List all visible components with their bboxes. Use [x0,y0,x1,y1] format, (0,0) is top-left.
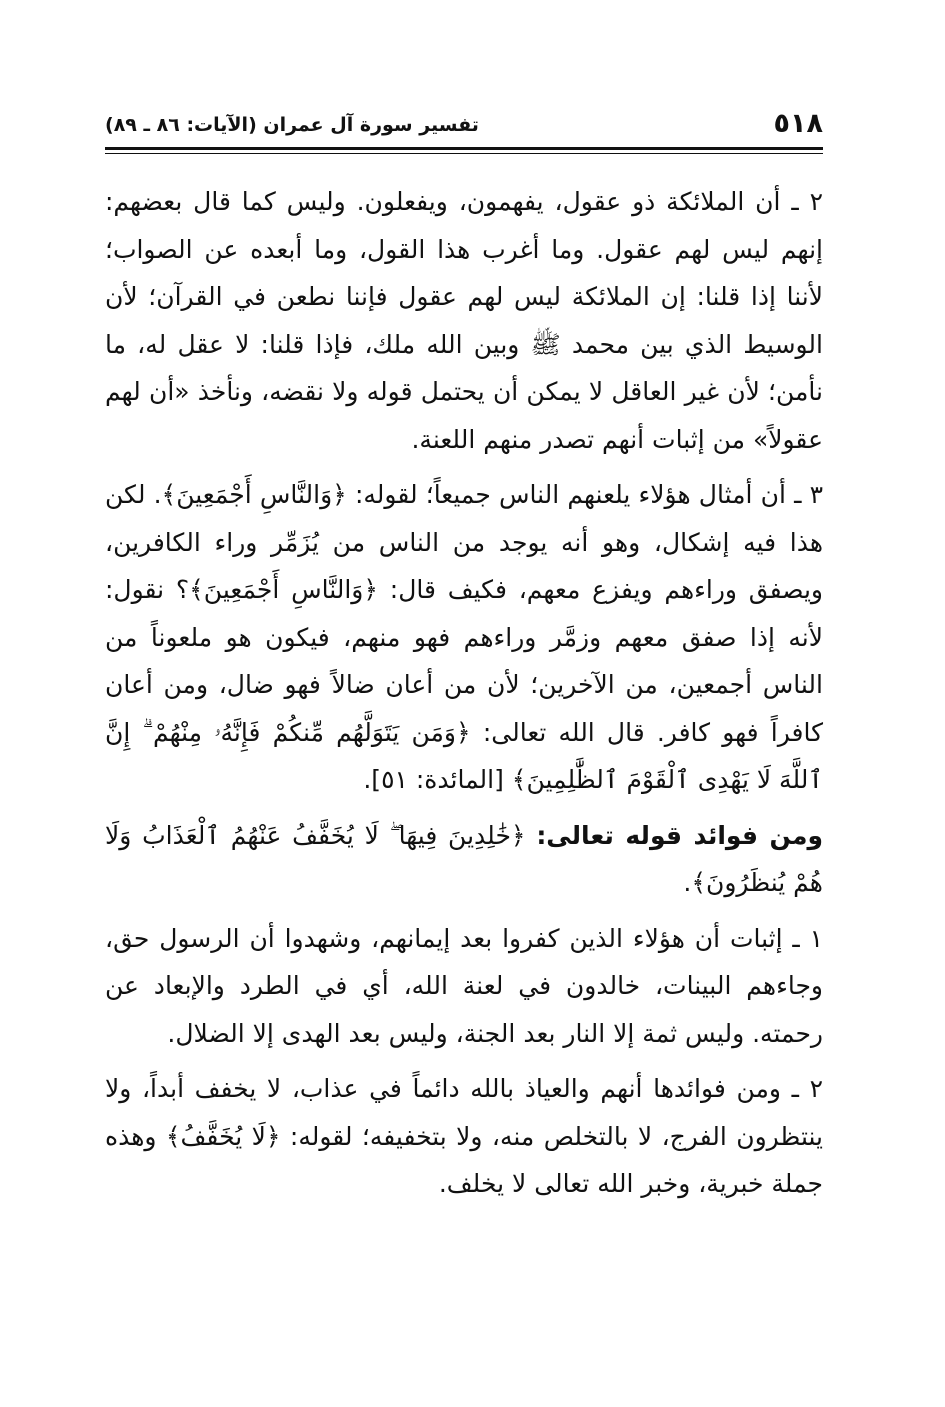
benefits-heading-lead: ومن فوائد قوله تعالى: [536,820,823,850]
page-body [105,178,823,1208]
paragraph-4: ١ ـ إثبات أن هؤلاء الذين كفروا بعد إيمانهم، وشهدوا أن الرسول حق، وجاءهم البينات، خالدون في لعنة الله، أي في الطرد والإبعاد عن رحمته. وليس ثمة إلا النار بعد الجنة، وليس بعد الهدى إلا الضلال. [105,923,823,1048]
header-rule-thick [105,147,823,150]
verse-quote: ﴿خَٰلِدِينَ فِيهَا ۖ لَا يُخَفَّفُ عَنْهُمُ ٱلْعَذَابُ وَلَا هُمْ يُنظَرُونَ﴾. [105,820,823,897]
paragraph-1: ٢ ـ أن الملائكة ذو عقول، يفهمون، ويفعلون. وليس كما قال بعضهم: إنهم ليس لهم عقول. وما أغرب هذا القول، وما أبعده عن الصواب؛ لأننا إذا قلنا: إن الملائكة ليس لهم عقول فإننا نطعن في القرآن؛ لأن الوسيط الذي بين محمد ﷺ وبين الله ملك، فإذا قلنا: لا عقل له، ما نأمن؛ لأن غير العاقل لا يمكن أن يحتمل قوله ولا نقضه، ونأخذ «أن لهم عقولاً» من إثبات أنهم تصدر منهم اللعنة. [105,187,823,454]
benefits-heading-paragraph [105,812,823,907]
page-number: ٥١٨ [773,108,823,139]
header-rule-thin [105,153,823,154]
page-header [105,108,823,148]
paragraph-2: ٣ ـ أن أمثال هؤلاء يلعنهم الناس جميعاً؛ لقوله: ﴿وَالنَّاسِ أَجْمَعِينَ﴾. لكن هذا فيه إشكال، وهو أنه يوجد من الناس من يُزَمِّر وراء الكافرين، ويصفق وراءهم ويفزع معهم، فكيف قال: ﴿وَالنَّاسِ أَجْمَعِينَ﴾؟ نقول: لأنه إذا صفق معهم وزمَّر وراءهم فهو منهم، فيكون هو ملعوناً من الناس أجمعين، من الآخرين؛ لأن من أعان ضالاً فهو ضال، ومن أعان كافراً فهو كافر. قال الله تعالى: ﴿وَمَن يَتَوَلَّهُم مِّنكُمْ فَإِنَّهُۥ مِنْهُمْ ۗ إِنَّ ٱللَّهَ لَا يَهْدِى ٱلْقَوْمَ ٱلظَّٰلِمِينَ﴾ [المائدة: ٥١]. [105,480,823,794]
paragraph-5: ٢ ـ ومن فوائدها أنهم والعياذ بالله دائماً في عذاب، لا يخفف أبداً، ولا ينتظرون الفرج، لا بالتخلص منه، ولا بتخفيفه؛ لقوله: ﴿لَا يُخَفَّفُ﴾ وهذه جملة خبرية، وخبر الله تعالى لا يخلف. [105,1074,823,1198]
running-title: تفسير سورة آل عمران (الآيات: ٨٦ ـ ٨٩) [105,114,479,136]
